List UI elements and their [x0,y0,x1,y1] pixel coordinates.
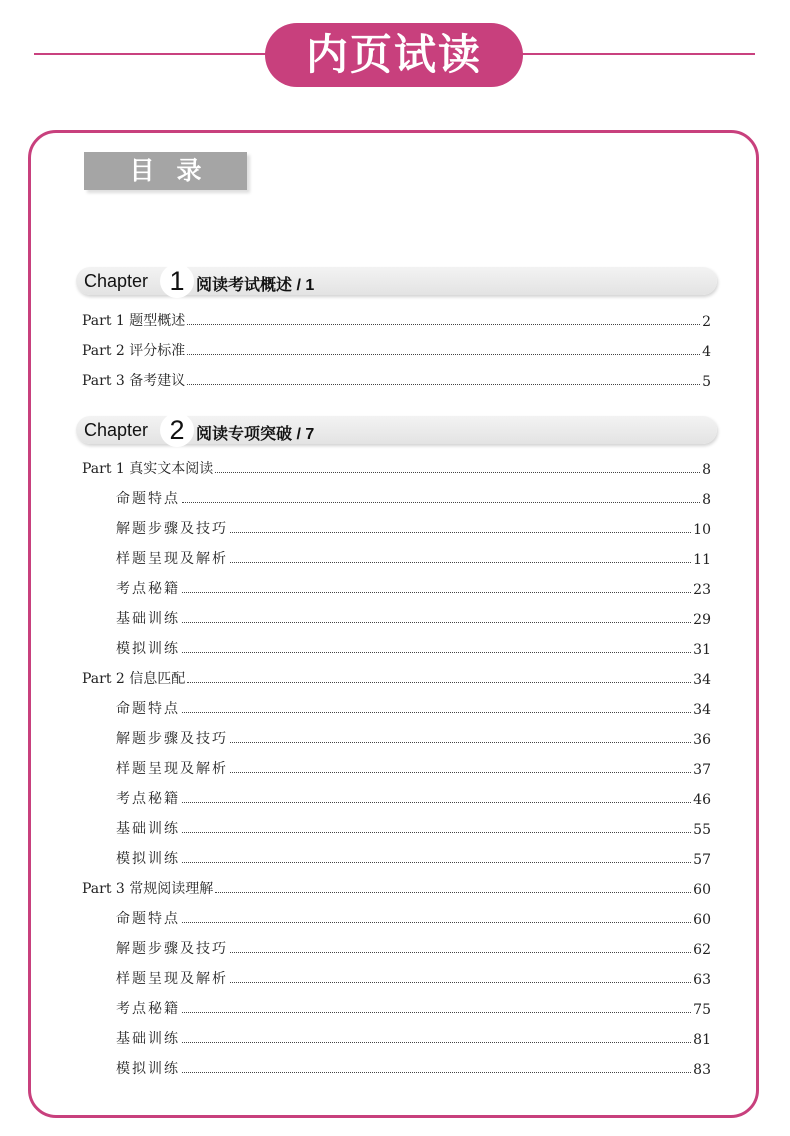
dot-leader [230,532,691,533]
toc-entry[interactable] [116,546,711,568]
page-banner: 内页试读 [265,23,523,87]
toc-entry[interactable] [116,726,711,748]
toc-entry-label: Part 2 信息匹配 [82,671,186,687]
toc-entry-label: 模拟训练 [116,851,180,867]
toc-entry[interactable] [82,308,711,330]
toc-entry-page: 36 [693,732,711,748]
dot-leader [182,502,700,503]
dot-leader [182,802,691,803]
dot-leader [182,652,691,653]
toc-entry-label: 命题特点 [116,911,180,927]
chapter-title: 阅读考试概述 / 1 [196,277,315,294]
chapter-heading-1[interactable] [76,267,717,295]
toc-entry-label: 模拟训练 [116,1061,180,1077]
chapter-title: 阅读专项突破 / 7 [196,426,315,443]
toc-entry-page: 34 [693,672,711,688]
toc-entry-page: 46 [693,792,711,808]
toc-entry-page: 63 [693,972,711,988]
toc-entry[interactable] [116,786,711,808]
toc-entry-label: 样题呈现及解析 [116,971,228,987]
toc-entry-label: 解题步骤及技巧 [116,521,228,537]
toc-title: 目录 [84,152,247,190]
dot-leader [187,354,700,355]
toc-entry[interactable] [116,936,711,958]
dot-leader [230,952,691,953]
toc-entry-label: 基础训练 [116,611,180,627]
toc-entry-label: 命题特点 [116,701,180,717]
dot-leader [182,712,691,713]
dot-leader [182,832,691,833]
toc-entry-label: 基础训练 [116,1031,180,1047]
toc-entry[interactable] [116,846,711,868]
toc-entry-label: Part 3 常规阅读理解 [82,881,214,897]
toc-entry-page: 34 [693,702,711,718]
toc-entry-page: 31 [693,642,711,658]
dot-leader [230,562,691,563]
toc-entry-label: Part 1 题型概述 [82,313,186,329]
toc-entry-page: 60 [693,912,711,928]
dot-leader [187,682,691,683]
toc-entry-page: 11 [693,552,711,568]
chapter-word: Chapter [84,271,149,291]
dot-leader [230,742,691,743]
toc-entry-label: 考点秘籍 [116,581,180,597]
toc-entry-label: 考点秘籍 [116,1001,180,1017]
toc-entry-label: 样题呈现及解析 [116,551,228,567]
toc-entry-label: 样题呈现及解析 [116,761,228,777]
toc-entry-page: 4 [702,344,711,360]
dot-leader [215,472,700,473]
dot-leader [182,622,691,623]
header-rule-left [34,53,274,55]
toc-entry-label: Part 2 评分标准 [82,343,186,359]
toc-entry[interactable] [116,756,711,778]
toc-entry-label: 命题特点 [116,491,180,507]
toc-entry[interactable] [116,486,711,508]
toc-entry-page: 37 [693,762,711,778]
toc-entry-label: 基础训练 [116,821,180,837]
toc-entry-label: 解题步骤及技巧 [116,941,228,957]
toc-entry-label: 模拟训练 [116,641,180,657]
toc-entry[interactable] [116,966,711,988]
toc-entry[interactable] [82,338,711,360]
toc-entry[interactable] [82,876,711,898]
toc-entry[interactable] [116,606,711,628]
toc-entry-page: 57 [693,852,711,868]
toc-entry-page: 23 [693,582,711,598]
toc-entry[interactable] [116,516,711,538]
toc-entry-page: 8 [702,462,711,478]
toc-entry[interactable] [116,636,711,658]
toc-entry[interactable] [82,368,711,390]
toc-entry[interactable] [82,666,711,688]
chapter-heading-2[interactable] [76,416,717,444]
toc-entry[interactable] [82,456,711,478]
dot-leader [182,922,691,923]
toc-entry[interactable] [116,816,711,838]
toc-entry-page: 81 [693,1032,711,1048]
dot-leader [182,1042,691,1043]
toc-entry-page: 29 [693,612,711,628]
toc-entry-page: 2 [702,314,711,330]
chapter-number: 2 [160,413,194,447]
toc-entry-page: 75 [693,1002,711,1018]
toc-entry-page: 8 [702,492,711,508]
toc-entry[interactable] [116,1056,711,1078]
toc-entry-page: 5 [702,374,711,390]
dot-leader [187,384,700,385]
toc-entry[interactable] [116,696,711,718]
dot-leader [215,892,691,893]
toc-entry-page: 10 [693,522,711,538]
dot-leader [187,324,700,325]
toc-entry[interactable] [116,576,711,598]
chapter-word: Chapter [84,420,149,440]
dot-leader [182,592,691,593]
toc-entry-label: 解题步骤及技巧 [116,731,228,747]
dot-leader [182,862,691,863]
toc-entry-page: 83 [693,1062,711,1078]
dot-leader [182,1072,691,1073]
toc-entry-label: 考点秘籍 [116,791,180,807]
chapter-number: 1 [160,264,194,298]
toc-entry-label: Part 1 真实文本阅读 [82,461,214,477]
toc-entry-label: Part 3 备考建议 [82,373,186,389]
toc-entry-page: 62 [693,942,711,958]
dot-leader [182,1012,691,1013]
toc-entry[interactable] [116,1026,711,1048]
toc-entry[interactable] [116,906,711,928]
toc-entry-page: 55 [693,822,711,838]
header-rule-right [515,53,755,55]
toc-entry[interactable] [116,996,711,1018]
toc-entry-page: 60 [693,882,711,898]
dot-leader [230,982,691,983]
dot-leader [230,772,691,773]
